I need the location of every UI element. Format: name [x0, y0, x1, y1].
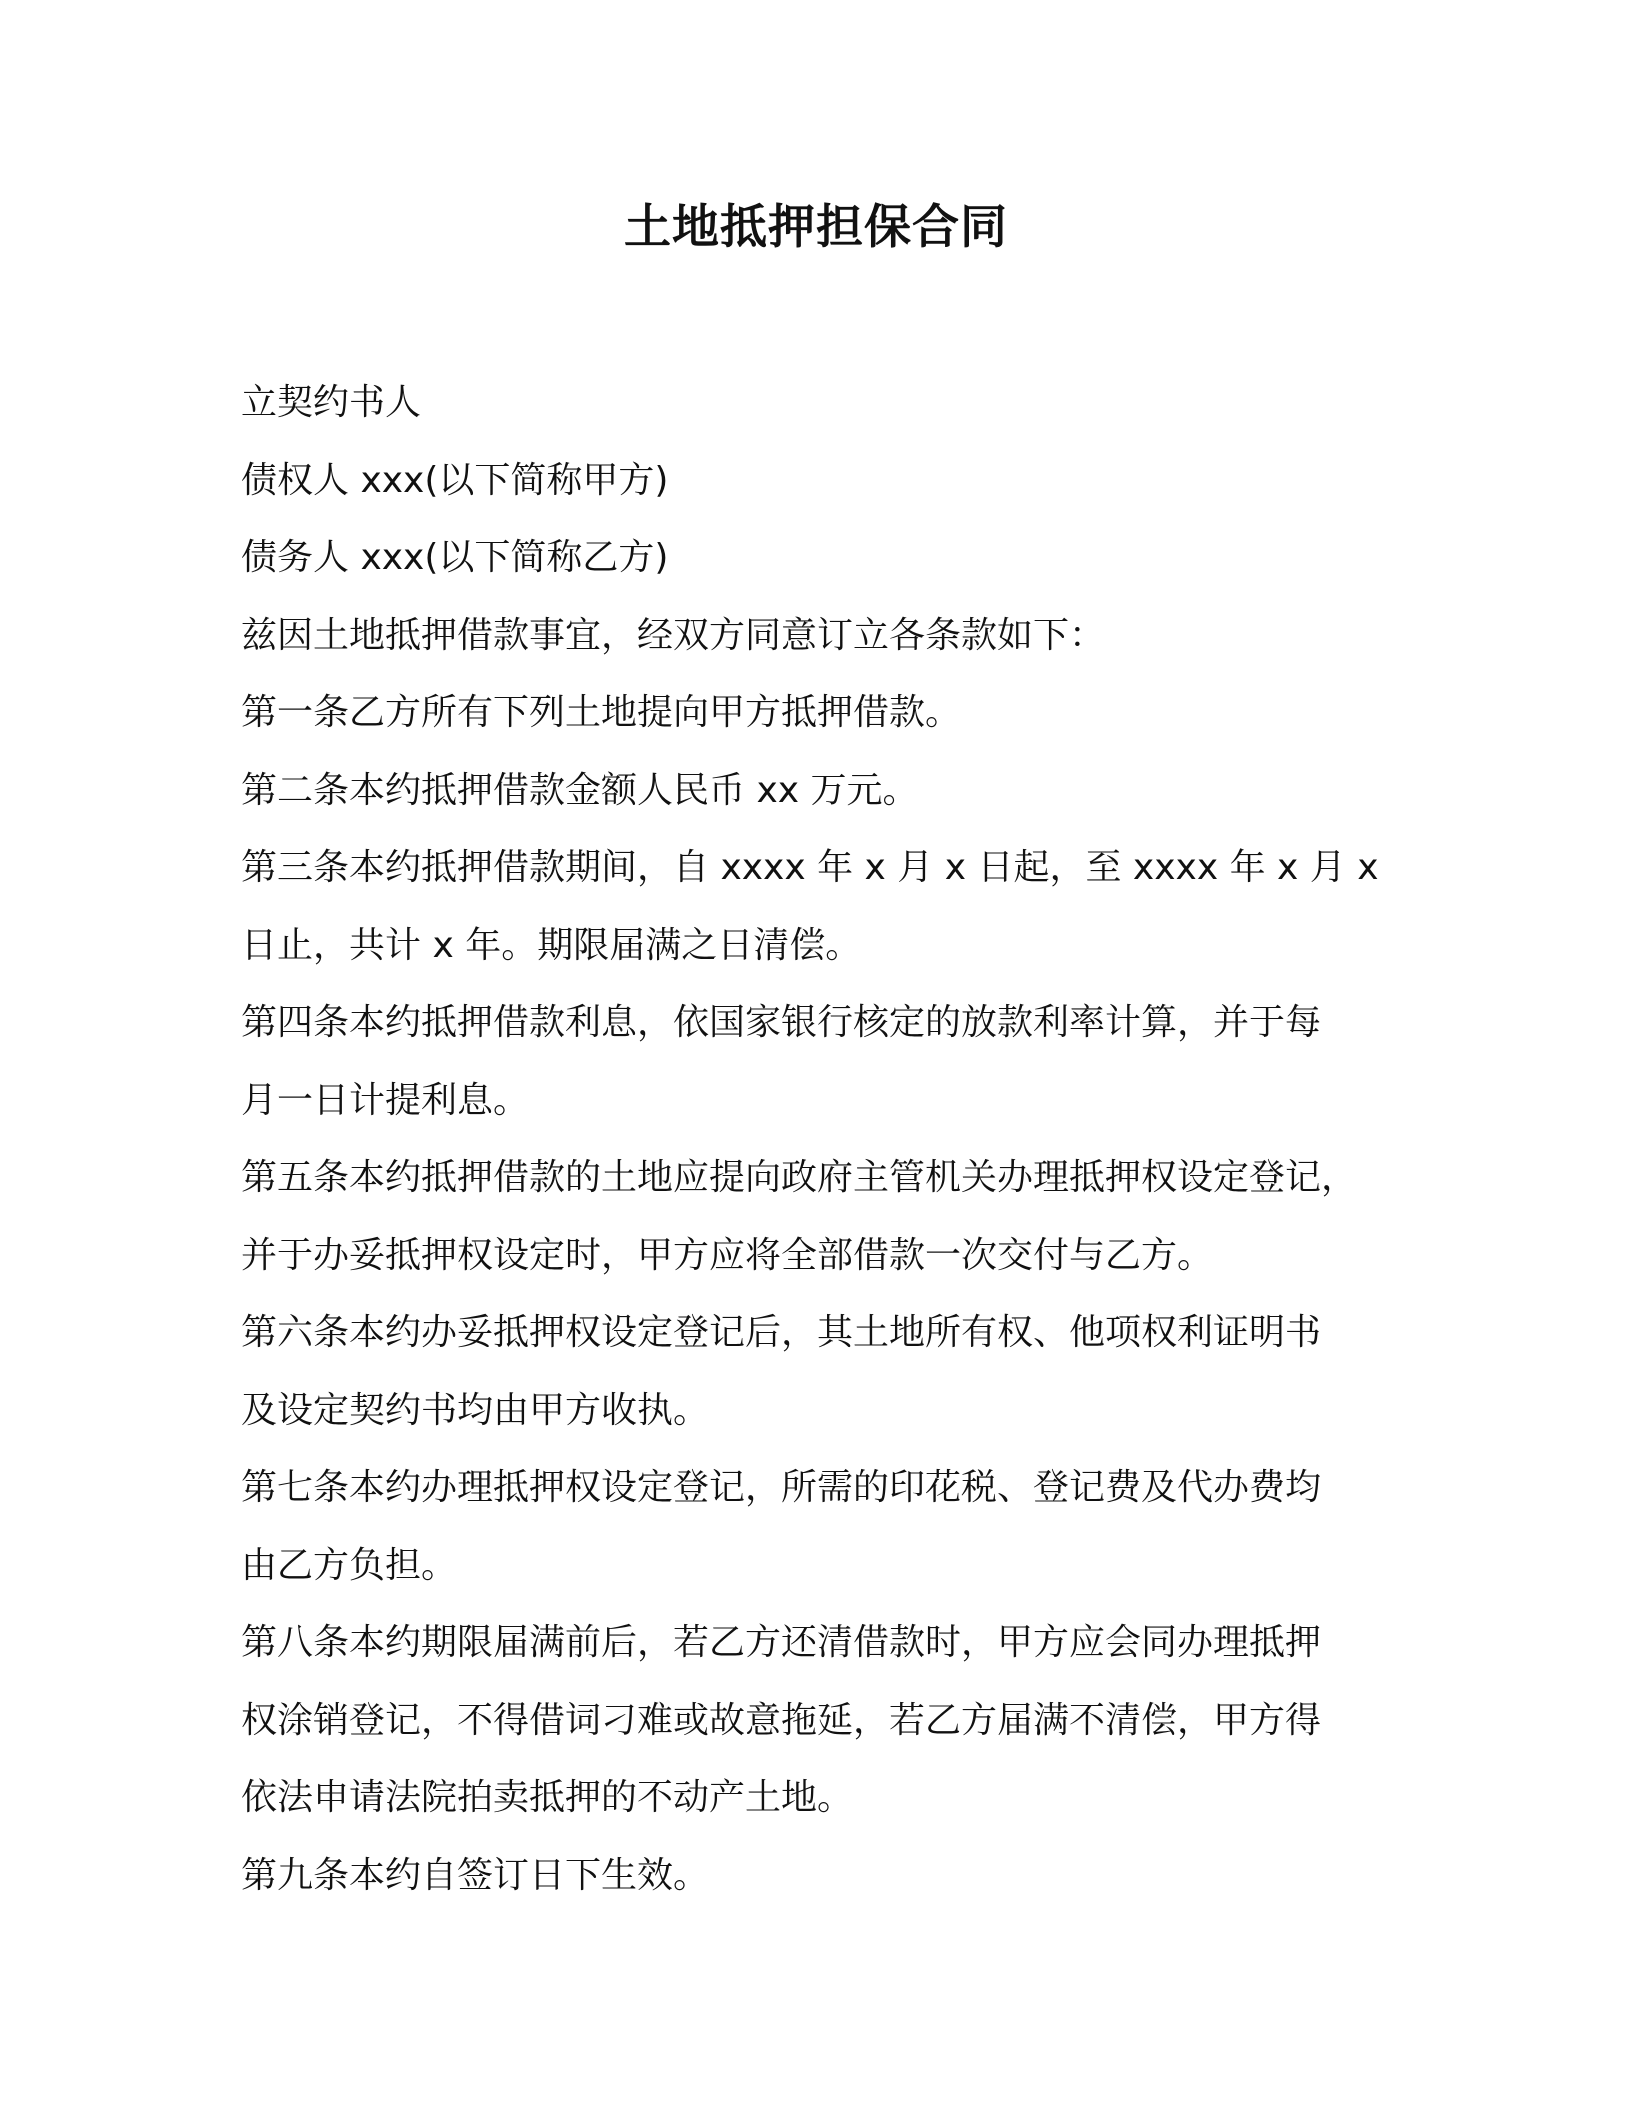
text-line: 第一条乙方所有下列土地提向甲方抵押借款。	[241, 692, 962, 733]
text-line: 由乙方负担。	[241, 1544, 458, 1586]
text-line: 第三条本约抵押借款期间，自 xxxx 年 x 月 x 日起，至 xxxx 年 x 月 x	[241, 847, 1379, 888]
text-line: 依法申请法院拍卖抵押的不动产土地。	[241, 1777, 854, 1818]
text-line: 兹因土地抵押借款事宜，经双方同意订立各条款如下：	[241, 614, 1106, 656]
text-line: 第七条本约办理抵押权设定登记，所需的印花税、登记费及代办费均	[241, 1467, 1322, 1508]
text-line: 月一日计提利息。	[241, 1079, 530, 1121]
document-body	[241, 364, 1401, 1914]
document-title: 土地抵押担保合同	[624, 200, 1008, 255]
text-line: 日止，共计 x 年。期限届满之日清偿。	[241, 924, 862, 966]
text-line: 及设定契约书均由甲方收执。	[241, 1389, 710, 1431]
text-line: 第五条本约抵押借款的土地应提向政府主管机关办理抵押权设定登记，	[241, 1157, 1358, 1198]
text-line: 第四条本约抵押借款利息，依国家银行核定的放款利率计算，并于每	[241, 1002, 1322, 1043]
text-line: 债权人 xxx(以下简称甲方)	[241, 459, 669, 501]
text-line: 第九条本约自签订日下生效。	[241, 1854, 710, 1896]
text-line: 立契约书人	[241, 382, 422, 423]
text-line: 债务人 xxx(以下简称乙方)	[241, 537, 669, 578]
text-line: 第八条本约期限届满前后，若乙方还清借款时，甲方应会同办理抵押	[241, 1622, 1322, 1663]
text-line: 第二条本约抵押借款金额人民币 xx 万元。	[241, 769, 919, 811]
text-line: 权涂销登记，不得借词刁难或故意拖延，若乙方届满不清偿，甲方得	[241, 1699, 1322, 1741]
text-line: 并于办妥抵押权设定时，甲方应将全部借款一次交付与乙方。	[241, 1234, 1214, 1276]
text-line: 第六条本约办妥抵押权设定登记后，其土地所有权、他项权利证明书	[241, 1312, 1322, 1353]
